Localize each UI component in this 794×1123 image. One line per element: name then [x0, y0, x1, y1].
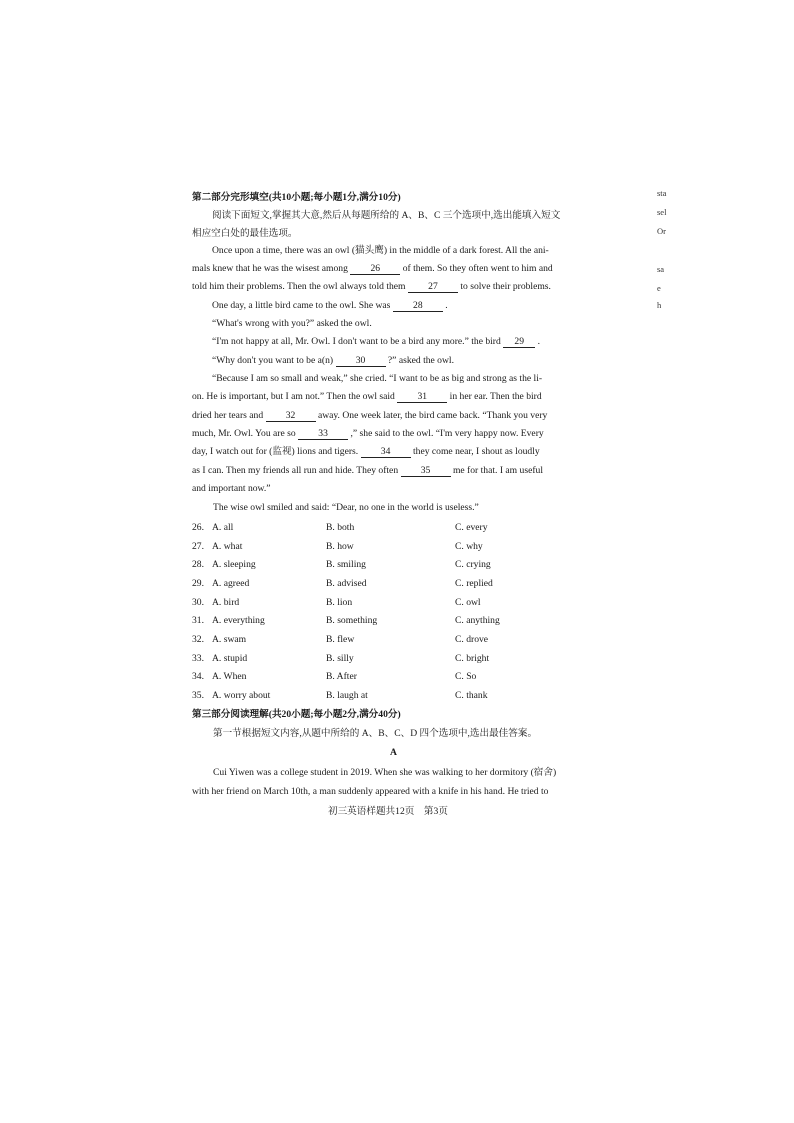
- blank-29: 29: [503, 336, 535, 348]
- blank-27: 27: [408, 281, 458, 293]
- passage-line: told him their problems. Then the owl always told them 27 to solve their problems.: [192, 281, 551, 292]
- question-number: 27.: [192, 541, 204, 552]
- passage-line: much, Mr. Owl. You are so 33 ,” she said to the owl. “I'm very happy now. Every: [192, 428, 544, 439]
- option-c: C. anything: [455, 615, 500, 626]
- blank-26: 26: [350, 263, 400, 275]
- option-a: A. what: [212, 541, 243, 552]
- blank-33: 33: [298, 428, 348, 440]
- question-number: 35.: [192, 690, 204, 701]
- section2-instruction: 阅读下面短文,掌握其大意,然后从每题所给的 A、B、C 三个选项中,选出能填入短文: [212, 210, 561, 221]
- option-a: A. bird: [212, 597, 240, 608]
- option-a: A. When: [212, 671, 247, 682]
- margin-fragment: e: [657, 283, 661, 293]
- passage-line: “Because I am so small and weak,” she cried. “I want to be as big and strong as the li-: [212, 373, 543, 384]
- margin-fragment: sa: [657, 264, 665, 274]
- passage-line: “I'm not happy at all, Mr. Owl. I don't want to be a bird any more.” the bird 29 .: [212, 336, 541, 347]
- question-number: 33.: [192, 653, 204, 664]
- option-c: C. every: [455, 522, 488, 533]
- passage-line: “Why don't you want to be a(n) 30 ?” asked the owl.: [212, 355, 454, 366]
- option-a: A. stupid: [212, 653, 248, 664]
- passage-label-a: A: [390, 747, 397, 758]
- reading-text-line: Cui Yiwen was a college student in 2019. When she was walking to her dormitory (宿舍): [213, 767, 557, 778]
- option-a: A. worry about: [212, 690, 271, 701]
- margin-fragment: h: [657, 300, 662, 310]
- section2-instruction: 相应空白处的最佳选项。: [192, 228, 298, 239]
- passage-line: Once upon a time, there was an owl (猫头鹰) in the middle of a dark forest. All the ani-: [212, 245, 549, 256]
- option-c: C. drove: [455, 634, 489, 645]
- question-number: 26.: [192, 522, 204, 533]
- option-c: C. thank: [455, 690, 488, 701]
- option-b: B. how: [326, 541, 354, 552]
- blank-32: 32: [266, 410, 316, 422]
- question-number: 32.: [192, 634, 204, 645]
- page-footer: 初三英语样题共12页 第3页: [328, 806, 448, 817]
- passage-line: day, I watch out for (监视) lions and tigers. 34 they come near, I shout as loudly: [192, 446, 540, 457]
- option-b: B. lion: [326, 597, 353, 608]
- option-a: A. everything: [212, 615, 265, 626]
- option-b: B. smiling: [326, 559, 366, 570]
- question-number: 34.: [192, 671, 204, 682]
- margin-fragment: Or: [657, 226, 666, 236]
- option-a: A. all: [212, 522, 234, 533]
- option-c: C. why: [455, 541, 483, 552]
- passage-line: dried her tears and 32 away. One week later, the bird came back. “Thank you very: [192, 410, 548, 421]
- margin-fragment: sel: [657, 207, 667, 217]
- option-c: C. replied: [455, 578, 493, 589]
- cloze-passage: [192, 245, 592, 510]
- section3-instruction: 第一节根据短文内容,从题中所给的 A、B、C、D 四个选项中,选出最佳答案。: [213, 728, 538, 739]
- passage-line: One day, a little bird came to the owl. She was 28 .: [212, 300, 448, 311]
- section2-heading: 第二部分完形填空(共10小题;每小题1分,满分10分): [192, 192, 401, 203]
- passage-line: as I can. Then my friends all run and hide. They often 35 me for that. I am useful: [192, 465, 543, 476]
- option-c: C. So: [455, 671, 477, 682]
- option-b: B. flew: [326, 634, 355, 645]
- question-number: 28.: [192, 559, 204, 570]
- blank-30: 30: [336, 355, 386, 367]
- option-c: C. owl: [455, 597, 481, 608]
- option-b: B. something: [326, 615, 378, 626]
- section2: [192, 192, 592, 242]
- section3-heading: 第三部分阅读理解(共20小题;每小题2分,满分40分): [192, 709, 401, 720]
- margin-fragment: sta: [657, 188, 667, 198]
- option-b: B. advised: [326, 578, 367, 589]
- question-number: 31.: [192, 615, 204, 626]
- option-c: C. crying: [455, 559, 491, 570]
- option-b: B. both: [326, 522, 355, 533]
- blank-35: 35: [401, 465, 451, 477]
- option-a: A. sleeping: [212, 559, 256, 570]
- blank-31: 31: [397, 391, 447, 403]
- reading-text-line: with her friend on March 10th, a man suddenly appeared with a knife in his hand. He tried to: [192, 786, 549, 797]
- passage-line: “What's wrong with you?” asked the owl.: [212, 318, 372, 329]
- blank-34: 34: [361, 446, 411, 458]
- question-number: 30.: [192, 597, 204, 608]
- option-b: B. After: [326, 671, 357, 682]
- passage-line: mals knew that he was the wisest among 26 of them. So they often went to him and: [192, 263, 553, 274]
- option-b: B. laugh at: [326, 690, 368, 701]
- option-a: A. swam: [212, 634, 247, 645]
- option-b: B. silly: [326, 653, 354, 664]
- question-number: 29.: [192, 578, 204, 589]
- blank-28: 28: [393, 300, 443, 312]
- option-c: C. bright: [455, 653, 490, 664]
- passage-line: and important now.”: [192, 483, 271, 494]
- passage-line: The wise owl smiled and said: “Dear, no one in the world is useless.”: [213, 502, 479, 513]
- option-a: A. agreed: [212, 578, 250, 589]
- passage-line: on. He is important, but I am not.” Then the owl said 31 in her ear. Then the bird: [192, 391, 542, 402]
